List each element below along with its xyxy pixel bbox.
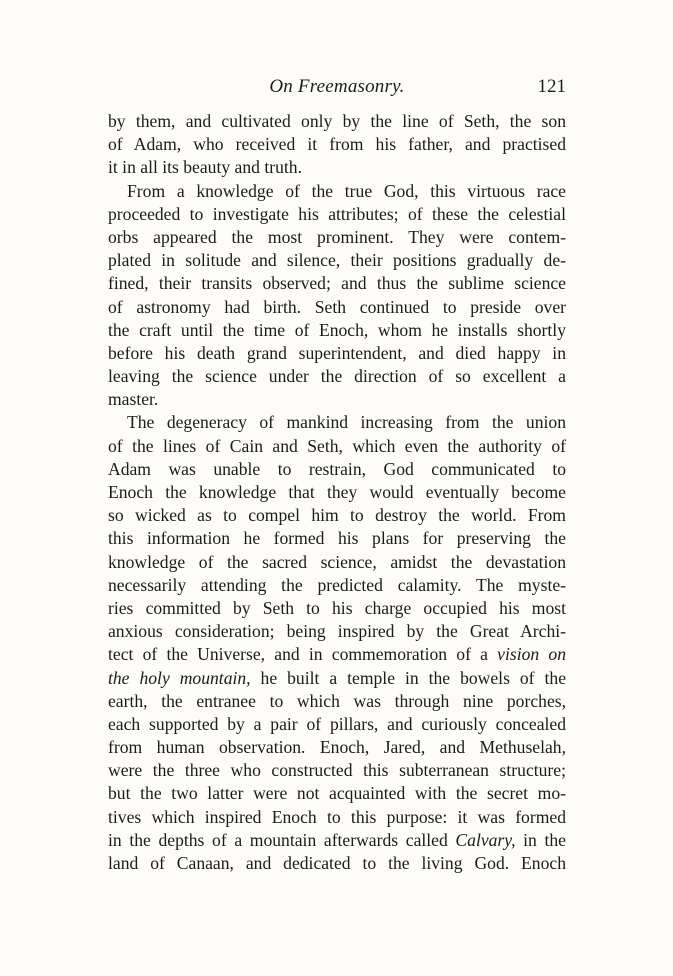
text-line: anxious consideration; being inspired by the Great Archi- — [108, 621, 566, 642]
text-line: it in all its beauty and truth. — [108, 157, 302, 178]
text-line: master. — [108, 389, 159, 410]
text-line: Enoch the knowledge that they would eventually become — [108, 482, 566, 502]
text-line: ries committed by Seth to his charge occupied his most — [108, 597, 566, 618]
text-line — [108, 667, 566, 690]
text-segment: in the — [515, 829, 566, 850]
body-text — [108, 110, 566, 875]
text-line: this information he formed his plans for preserving the — [108, 528, 566, 549]
text-line: knowledge of the sacred science, amidst the devastation — [108, 551, 566, 572]
text-line: tives which inspired Enoch to this purpose: it was formed — [108, 806, 566, 827]
italic-phrase: vision on — [497, 644, 566, 665]
text-line: leaving the science under the direction of so excellent a — [108, 366, 566, 387]
text-line: of astronomy had birth. Seth continued to preside over — [108, 296, 566, 317]
text-line — [108, 829, 566, 852]
text-line: earth, the entranee to which was through nine porches, — [108, 690, 566, 711]
text-line — [108, 643, 566, 666]
page-number: 121 — [537, 76, 566, 97]
text-line: but the two latter were not acquainted with the secret mo- — [108, 783, 566, 804]
text-line: land of Canaan, and dedicated to the living God. Enoch — [108, 853, 566, 873]
text-line: from human observation. Enoch, Jared, and Methuselah, — [108, 737, 566, 758]
text-line: necessarily attending the predicted calamity. The myste- — [108, 574, 566, 595]
text-line: Adam was unable to restrain, God communicated to — [108, 458, 566, 479]
text-line: proceeded to investigate his attributes; of these the celestial — [108, 203, 566, 224]
text-line: orbs appeared the most prominent. They were contem- — [108, 226, 566, 247]
text-line: plated in solitude and silence, their positions gradually de- — [108, 250, 566, 271]
italic-phrase: Calvary, — [455, 829, 516, 850]
text-segment: in the depths of a mountain afterwards called — [108, 829, 448, 850]
running-head — [108, 76, 566, 100]
text-segment: tect of the Universe, and in commemoration of a — [108, 644, 488, 665]
text-line: of the lines of Cain and Seth, which even the authority of — [108, 435, 566, 456]
text-line: before his death grand superintendent, and died happy in — [108, 342, 566, 363]
text-line: by them, and cultivated only by the line of Seth, the son — [108, 111, 566, 131]
text-line: of Adam, who received it from his father, and practised — [108, 134, 566, 155]
text-line: From a knowledge of the true God, this virtuous race — [127, 180, 566, 201]
text-line: The degeneracy of mankind increasing from the union — [127, 412, 566, 433]
text-segment: he built a temple in the bowels of the — [250, 667, 566, 688]
text-line: fined, their transits observed; and thus the sublime science — [108, 273, 566, 294]
text-line: so wicked as to compel him to destroy the world. From — [108, 505, 566, 526]
text-line: the craft until the time of Enoch, whom he installs shortly — [108, 319, 566, 340]
text-line: each supported by a pair of pillars, and curiously concealed — [108, 713, 566, 734]
running-title: On Freemasonry. — [269, 76, 405, 97]
text-line: were the three who constructed this subterranean structure; — [108, 760, 566, 781]
italic-phrase: the holy mountain, — [108, 667, 251, 688]
